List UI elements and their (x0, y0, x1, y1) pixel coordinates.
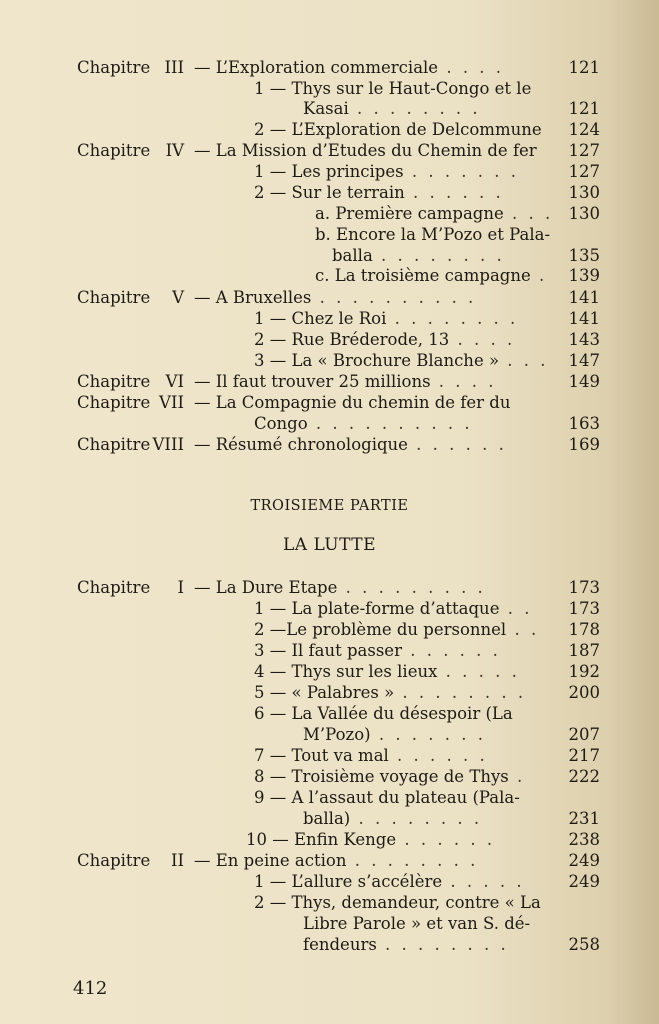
entry-text: 4 — Thys sur les lieux (254, 662, 438, 681)
chapter-number: I (177, 578, 184, 597)
toc-entry-title (194, 58, 504, 78)
entry-text: 1 — Les principes (254, 162, 404, 181)
toc-page-number: 121 (568, 99, 600, 118)
dot-leader: . (530, 266, 548, 285)
toc-entry-title (194, 141, 537, 161)
part-title: LA LUTTE (282, 535, 377, 555)
chapter-label: Chapitre (77, 851, 151, 870)
toc-page-number: 173 (568, 578, 600, 597)
toc-entry-title (194, 288, 476, 308)
entry-text: 2 — Rue Bréderode, 13 (254, 330, 450, 349)
entry-text: balla (332, 246, 373, 265)
toc-entry-title (254, 79, 531, 99)
toc-page-number: 207 (568, 725, 600, 744)
toc-entry-title (254, 683, 526, 703)
chapter-number: IV (165, 141, 184, 160)
toc-page-number: 124 (568, 120, 600, 139)
chapter-label: Chapitre (77, 288, 151, 307)
toc-entry-title (254, 893, 541, 913)
toc-entry-title (254, 309, 518, 329)
dot-leader: . . . . . . (388, 746, 488, 765)
toc-entry-title (303, 809, 482, 829)
dot-leader: . . . . . . . . . . (311, 288, 477, 307)
dot-leader: . . . . . . . (370, 725, 487, 744)
toc-entry-title (254, 414, 473, 434)
entry-text: — Il faut trouver 25 millions (194, 372, 431, 391)
toc-entry-title (254, 330, 515, 350)
toc-page-number: 135 (568, 246, 600, 265)
dot-leader: . . . . . . . . (376, 935, 509, 954)
dot-leader: . . (499, 599, 533, 618)
entry-text: — La Compagnie du chemin de fer du (194, 393, 511, 412)
entry-text: 2 — Thys, demandeur, contre « La (254, 893, 541, 912)
toc-entry-title (194, 578, 486, 598)
toc-entry-title (194, 851, 478, 871)
toc-page-number: 141 (568, 288, 600, 307)
entry-text: 1 — Thys sur le Haut-Congo et le (254, 79, 532, 98)
toc-page-number: 187 (568, 641, 600, 660)
entry-text: — L’Exploration commerciale (194, 58, 439, 77)
toc-page-number: 258 (568, 935, 600, 954)
dot-leader: . . . . . . (407, 435, 507, 454)
dot-leader: . . . . . . . . (372, 246, 505, 265)
entry-text: 2 —Le problème du personnel (254, 620, 507, 639)
entry-text: b. Encore la M’Pozo et Pala- (315, 225, 551, 244)
entry-text: c. La troisième campagne (315, 266, 531, 285)
toc-entry-title (254, 641, 501, 661)
chapter-label: Chapitre (77, 372, 151, 391)
chapter-label: Chapitre (77, 58, 151, 77)
entry-text: — La Dure Etape (194, 578, 338, 597)
dot-leader: . . . . . . (404, 183, 504, 202)
toc-entry-title (254, 599, 532, 619)
entry-text: — La Mission d’Etudes du Chemin de fer (194, 141, 537, 160)
entry-text: 6 — La Vallée du désespoir (La (254, 704, 513, 723)
toc-page-number: 173 (568, 599, 600, 618)
entry-text: 5 — « Palabres » (254, 683, 395, 702)
toc-entry-title (254, 183, 504, 203)
toc-page-number: 143 (568, 330, 600, 349)
toc-page-number: 231 (568, 809, 600, 828)
toc-entry-title (303, 725, 486, 745)
entry-text: Libre Parole » et van S. dé- (303, 914, 531, 933)
entry-text: 10 — Enfin Kenge (246, 830, 397, 849)
entry-text: 2 — Sur le terrain (254, 183, 405, 202)
dot-leader: . . . . (438, 58, 505, 77)
entry-text: a. Première campagne (315, 204, 504, 223)
entry-text: balla) (303, 809, 351, 828)
chapter-label: Chapitre (77, 141, 151, 160)
entry-text: — A Bruxelles (194, 288, 312, 307)
entry-text: 1 — Chez le Roi (254, 309, 387, 328)
chapter-number: V (172, 288, 184, 307)
toc-page-number: 178 (568, 620, 600, 639)
dot-leader: . . . . . . (401, 641, 501, 660)
toc-entry-title (303, 935, 509, 955)
toc-entry-title (254, 662, 520, 682)
entry-text: fendeurs (303, 935, 377, 954)
dot-leader: . . . . . . (396, 830, 496, 849)
toc-page-number: 238 (568, 830, 600, 849)
dot-leader: . . . . (449, 330, 516, 349)
toc-entry-title (254, 120, 542, 140)
dot-leader: . . . . . . . . (394, 683, 527, 702)
toc-entry-title (194, 435, 507, 455)
dot-leader: . . . . . (437, 662, 520, 681)
toc-entry-title (332, 246, 505, 266)
chapter-number: VIII (152, 435, 184, 454)
toc-entry-title (315, 266, 547, 286)
dot-leader: . . . . . . . . . . (307, 414, 473, 433)
toc-page-number: 130 (568, 183, 600, 202)
toc-entry-title (254, 351, 549, 371)
toc-page-number: 163 (568, 414, 600, 433)
dot-leader: . . . . (430, 372, 497, 391)
toc-entry-title (194, 372, 497, 392)
toc-page-number: 222 (568, 767, 600, 786)
toc-page-number: 169 (568, 435, 600, 454)
entry-text: 1 — La plate-forme d’attaque (254, 599, 500, 618)
chapter-number: III (164, 58, 184, 77)
entry-text: 3 — La « Brochure Blanche » (254, 351, 500, 370)
toc-entry-title (254, 872, 525, 892)
toc-entry-title (254, 704, 513, 724)
chapter-number: VI (165, 372, 184, 391)
dot-leader: . . . (499, 351, 549, 370)
toc-page-number: 217 (568, 746, 600, 765)
page-number: 412 (73, 978, 108, 999)
dot-leader: . . . (503, 204, 554, 223)
entry-text: Congo (254, 414, 308, 433)
entry-text: 8 — Troisième voyage de Thys (254, 767, 509, 786)
entry-text: M’Pozo) (303, 725, 371, 744)
entry-text: — Résumé chronologique (194, 435, 408, 454)
toc-page-number: 130 (568, 204, 600, 223)
toc-entry-title (303, 914, 530, 934)
toc-entry-title (194, 393, 511, 413)
toc-page-number: 192 (568, 662, 600, 681)
toc-page-number: 127 (568, 162, 600, 181)
toc-page-number: 249 (568, 851, 600, 870)
toc-page-number: 149 (568, 372, 600, 391)
toc-page-number: 127 (568, 141, 600, 160)
chapter-number: II (170, 851, 184, 870)
chapter-number: VII (159, 393, 184, 412)
toc-entry-title (246, 830, 495, 850)
toc-page-number: 121 (568, 58, 600, 77)
entry-text: 2 — L’Exploration de Delcommune (254, 120, 542, 139)
toc-entry-title (303, 99, 481, 119)
chapter-label: Chapitre (77, 578, 151, 597)
toc-entry-title (254, 746, 488, 766)
toc-entry-title (254, 788, 520, 808)
dot-leader: . . . . . . . . (386, 309, 519, 328)
toc-page-number: 200 (568, 683, 600, 702)
entry-text: 1 — L’allure s’accélère (254, 872, 443, 891)
entry-text: Kasai (303, 99, 349, 118)
toc-page-number: 141 (568, 309, 600, 328)
dot-leader: . . . . . . . . (346, 851, 479, 870)
chapter-label: Chapitre (77, 435, 151, 454)
entry-text: 3 — Il faut passer (254, 641, 402, 660)
toc-entry-title (254, 162, 519, 182)
toc-page-number: 139 (568, 266, 600, 285)
dot-leader: . . (506, 620, 540, 639)
dot-leader: . . . . . (442, 872, 525, 891)
chapter-label: Chapitre (77, 393, 151, 412)
dot-leader: . . . . . . . . (348, 99, 481, 118)
toc-entry-title (315, 225, 550, 245)
dot-leader: . . . . . . . . . (337, 578, 486, 597)
toc-page-number: 147 (568, 351, 600, 370)
entry-text: 7 — Tout va mal (254, 746, 389, 765)
toc-page-number: 249 (568, 872, 600, 891)
toc-entry-title (254, 767, 525, 787)
entry-text: 9 — A l’assaut du plateau (Pala- (254, 788, 520, 807)
toc-entry-title (254, 620, 539, 640)
part-label: TROISIEME PARTIE (250, 498, 409, 514)
dot-leader: . . . . . . . . (350, 809, 483, 828)
toc-entry-title (315, 204, 553, 224)
entry-text: — En peine action (194, 851, 347, 870)
dot-leader: . . . . . . . (403, 162, 520, 181)
dot-leader: . (508, 767, 526, 786)
